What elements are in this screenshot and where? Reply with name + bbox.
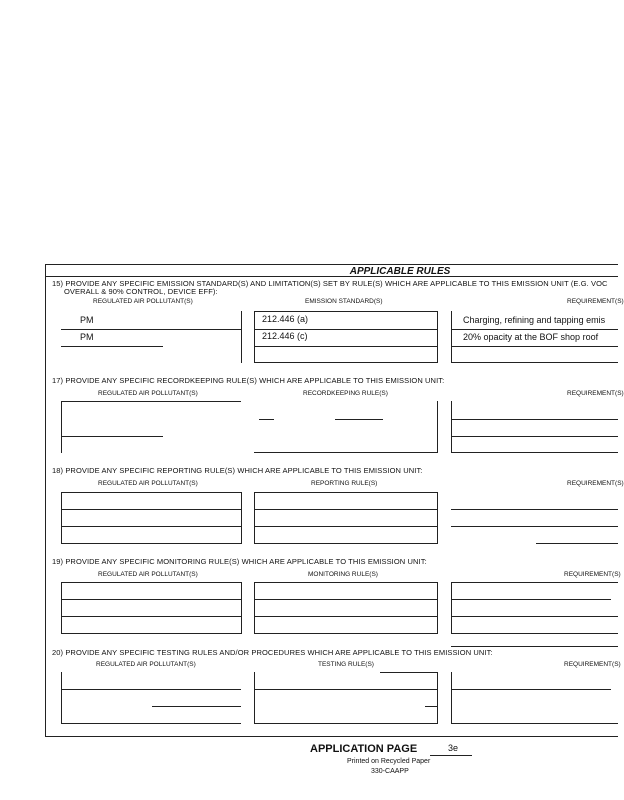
section-15-col-requirement: REQUIREMENT(S) <box>567 298 624 305</box>
section-20-col-pollutant: REGULATED AIR POLLUTANT(S) <box>96 661 196 668</box>
section-15-row2-requirement[interactable]: 20% opacity at the BOF shop roof <box>463 332 599 342</box>
section-18-question: 18) PROVIDE ANY SPECIFIC REPORTING RULE(S) WHICH ARE APPLICABLE TO THIS EMISSION UNIT: <box>52 466 423 475</box>
section-15-row2-standard[interactable]: 212.446 (c) <box>262 331 308 341</box>
form-top-border <box>45 264 618 265</box>
section-15-row2-pollutant[interactable]: PM <box>80 332 94 342</box>
form-bottom-border <box>45 736 618 737</box>
section-18-col-requirement: REQUIREMENT(S) <box>567 480 624 487</box>
section-17-question: 17) PROVIDE ANY SPECIFIC RECORDKEEPING RULE(S) WHICH ARE APPLICABLE TO THIS EMISSION UNIT: <box>52 376 445 385</box>
section-15-col-pollutant: REGULATED AIR POLLUTANT(S) <box>93 298 193 305</box>
printed-on-recycled: Printed on Recycled Paper <box>347 758 431 765</box>
section-18-col-rule: REPORTING RULE(S) <box>311 480 378 487</box>
section-19-question: 19) PROVIDE ANY SPECIFIC MONITORING RULE(S) WHICH ARE APPLICABLE TO THIS EMISSION UNIT: <box>52 557 427 566</box>
section-15-question: 15) PROVIDE ANY SPECIFIC EMISSION STANDARD(S) AND LIMITATION(S) SET BY RULE(S) WHICH ARE APPLICABLE TO THIS EMISSION UNIT (E.G. VOC <box>52 279 608 288</box>
section-18-col-pollutant: REGULATED AIR POLLUTANT(S) <box>98 480 198 487</box>
form-left-border <box>45 264 46 736</box>
section-15-row1-pollutant[interactable]: PM <box>80 315 94 325</box>
section-15-question-line2: OVERALL & 90% CONTROL, DEVICE EFF): <box>64 287 218 296</box>
page-number: 3e <box>448 743 459 753</box>
section-20-col-requirement: REQUIREMENT(S) <box>564 661 621 668</box>
section-19-col-requirement: REQUIREMENT(S) <box>564 571 621 578</box>
section-15-row1-standard[interactable]: 212.446 (a) <box>262 314 309 324</box>
section-20-col-rule: TESTING RULE(S) <box>318 661 374 668</box>
application-page-label: APPLICATION PAGE <box>310 743 418 755</box>
section-20-question: 20) PROVIDE ANY SPECIFIC TESTING RULES AND/OR PROCEDURES WHICH ARE APPLICABLE TO THIS EMISSION UNIT: <box>52 648 493 657</box>
page-title: APPLICABLE RULES <box>349 266 451 277</box>
section-15-row1-requirement[interactable]: Charging, refining and tapping emis <box>463 315 606 325</box>
section-19-col-pollutant: REGULATED AIR POLLUTANT(S) <box>98 571 198 578</box>
section-17-col-pollutant: REGULATED AIR POLLUTANT(S) <box>98 390 198 397</box>
section-19-col-rule: MONITORING RULE(S) <box>308 571 378 578</box>
form-number: 330-CAAPP <box>371 768 409 775</box>
section-15-col-standard: EMISSION STANDARD(S) <box>305 298 383 305</box>
section-17-col-requirement: REQUIREMENT(S) <box>567 390 624 397</box>
section-17-col-rule: RECORDKEEPING RULE(S) <box>303 390 388 397</box>
